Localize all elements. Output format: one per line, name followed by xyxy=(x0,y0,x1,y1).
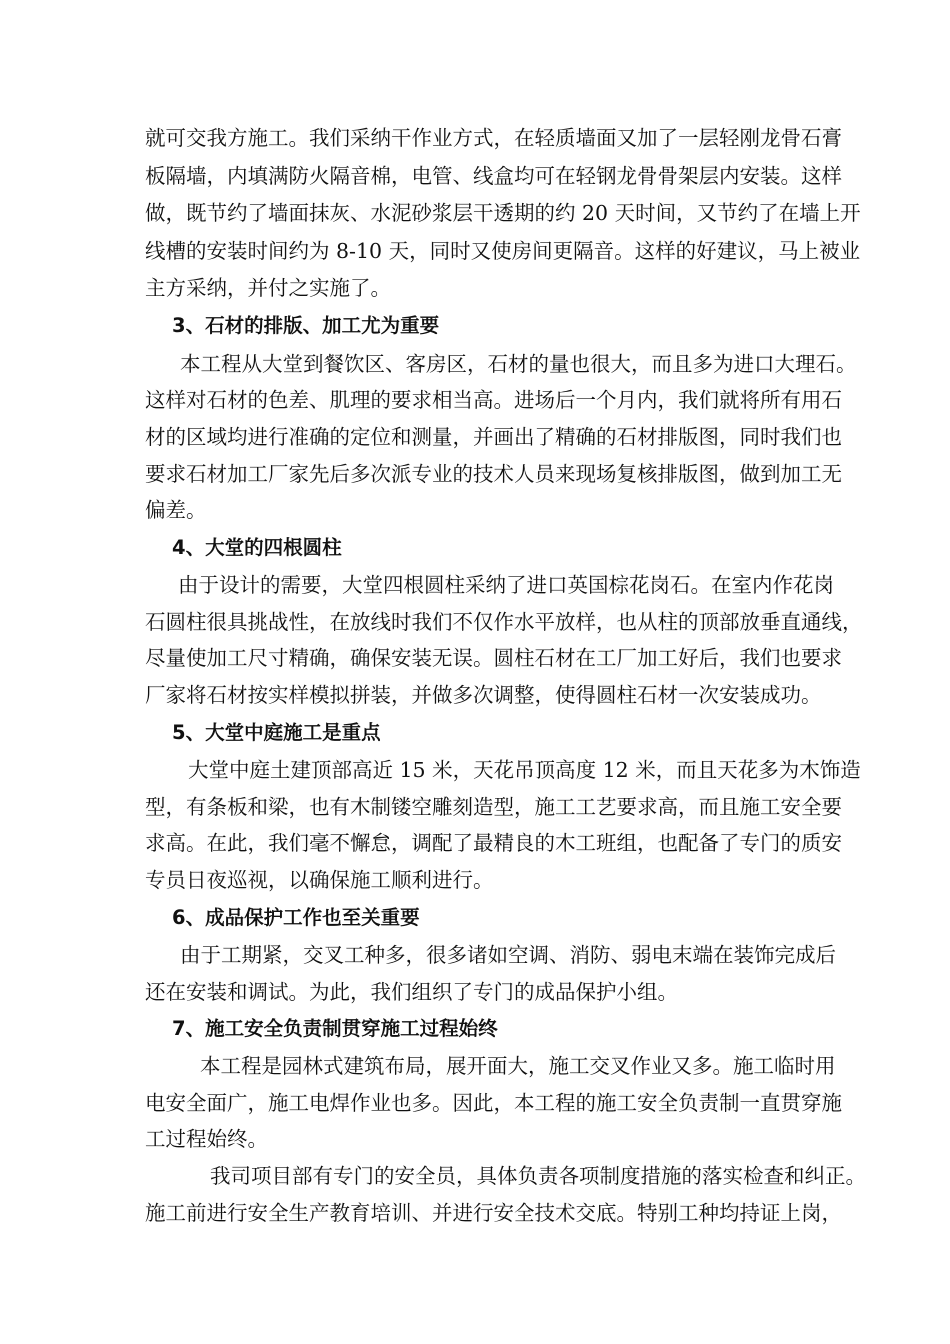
paragraph-line: 由于设计的需要，大堂四根圆柱采纳了进口英国棕花岗石。在室内作花岗 xyxy=(178,573,834,597)
paragraph-line: 专员日夜巡视，以确保施工顺利进行。 xyxy=(145,868,494,892)
paragraph-line: 尽量使加工尺寸精确，确保安装无误。圆柱石材在工厂加工好后，我们也要求 xyxy=(145,646,842,670)
paragraph-line: 偏差。 xyxy=(145,498,207,522)
paragraph-line: 由于工期紧，交叉工种多，很多诸如空调、消防、弱电末端在装饰完成后 xyxy=(180,943,836,967)
paragraph-line: 求高。在此，我们毫不懈怠，调配了最精良的木工班组，也配备了专门的质安 xyxy=(145,831,842,855)
paragraph-line: 这样对石材的色差、肌理的要求相当高。进场后一个月内，我们就将所有用石 xyxy=(145,388,842,412)
paragraph-line: 工过程始终。 xyxy=(145,1127,268,1151)
section-heading: 7、施工安全负责制贯穿施工过程始终 xyxy=(172,1017,498,1040)
paragraph-line: 大堂中庭土建顶部高近 15 米，天花吊顶高度 12 米，而且天花多为木饰造 xyxy=(188,758,861,782)
paragraph-line: 型，有条板和梁，也有木制镂空雕刻造型，施工工艺要求高，而且施工安全要 xyxy=(145,795,842,819)
paragraph-line: 厂家将石材按实样模拟拼装，并做多次调整，使得圆柱石材一次安装成功。 xyxy=(145,683,822,707)
paragraph-line: 线槽的安装时间约为 8-10 天，同时又使房间更隔音。这样的好建议，马上被业 xyxy=(145,239,861,263)
section-heading: 5、大堂中庭施工是重点 xyxy=(172,721,381,744)
paragraph-line: 本工程从大堂到餐饮区、客房区，石材的量也很大，而且多为进口大理石。 xyxy=(180,352,857,376)
paragraph-line: 石圆柱很具挑战性，在放线时我们不仅作水平放样，也从柱的顶部放垂直通线， xyxy=(145,610,863,634)
paragraph-line: 要求石材加工厂家先后多次派专业的技术人员来现场复核排版图，做到加工无 xyxy=(145,462,842,486)
paragraph-line: 电安全面广，施工电焊作业也多。因此，本工程的施工安全负责制一直贯穿施 xyxy=(145,1091,842,1115)
section-heading: 3、石材的排版、加工尤为重要 xyxy=(172,314,440,337)
paragraph-line: 还在安装和调试。为此，我们组织了专门的成品保护小组。 xyxy=(145,980,678,1004)
paragraph-line: 材的区域均进行准确的定位和测量，并画出了精确的石材排版图，同时我们也 xyxy=(145,425,842,449)
paragraph-line: 本工程是园林式建筑布局，展开面大，施工交叉作业又多。施工临时用 xyxy=(200,1054,836,1078)
paragraph-line: 我司项目部有专门的安全员，具体负责各项制度措施的落实检查和纠正。 xyxy=(210,1164,866,1188)
paragraph-line: 施工前进行安全生产教育培训、并进行安全技术交底。特别工种均持证上岗， xyxy=(145,1201,842,1225)
paragraph-line: 主方采纳，并付之实施了。 xyxy=(145,276,391,300)
section-heading: 6、成品保护工作也至关重要 xyxy=(172,906,420,929)
paragraph-line: 就可交我方施工。我们采纳干作业方式，在轻质墙面又加了一层轻刚龙骨石膏 xyxy=(145,126,842,150)
paragraph-line: 板隔墙，内填满防火隔音棉，电管、线盒均可在轻钢龙骨骨架层内安装。这样 xyxy=(145,164,842,188)
section-heading: 4、大堂的四根圆柱 xyxy=(172,536,342,559)
paragraph-line: 做，既节约了墙面抹灰、水泥砂浆层干透期的约 20 天时间，又节约了在墙上开 xyxy=(145,201,861,225)
